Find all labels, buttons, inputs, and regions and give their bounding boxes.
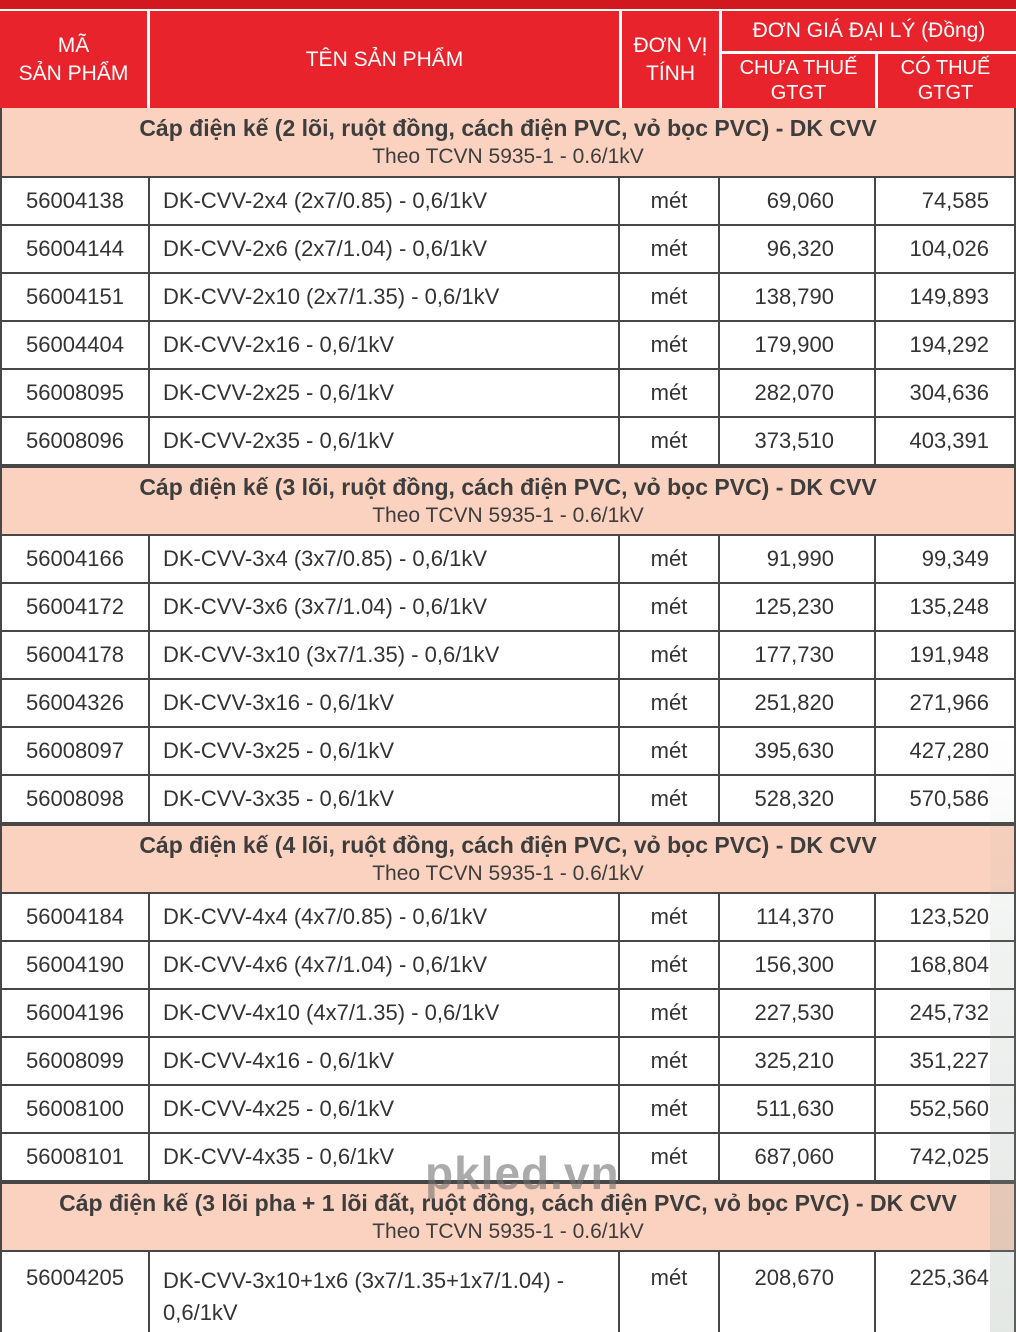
table-row — [2, 178, 1014, 226]
product-code-cell: 56004205 — [2, 1252, 150, 1332]
price-ex-vat-cell: 69,060 — [720, 178, 876, 224]
product-code-cell: 56008099 — [2, 1038, 150, 1084]
price-ex-vat-cell: 282,070 — [720, 370, 876, 416]
price-subcolumns — [722, 54, 1016, 108]
price-inc-vat-cell: 99,349 — [921, 546, 989, 571]
product-name-header-label: TÊN SẢN PHẨM — [305, 47, 464, 71]
price-ex-vat-cell: 395,630 — [720, 728, 876, 774]
unit-cell: mét — [620, 942, 720, 988]
product-code-cell: 56004138 — [2, 178, 150, 224]
table-row — [2, 274, 1014, 322]
product-code-cell: 56004144 — [2, 226, 150, 272]
price-inc-vat-cell: 245,732 — [909, 1000, 989, 1025]
price-inc-vat-cell: 403,391 — [909, 428, 989, 453]
unit-cell: mét — [620, 894, 720, 940]
table-top-edge — [0, 0, 1016, 11]
product-code-cell: 56008096 — [2, 418, 150, 464]
product-code-cell: 56008095 — [2, 370, 150, 416]
product-name-cell: DK-CVV-4x6 (4x7/1.04) - 0,6/1kV — [150, 942, 620, 988]
product-name-cell: DK-CVV-2x25 - 0,6/1kV — [150, 370, 620, 416]
unit-cell: mét — [620, 418, 720, 464]
unit-cell: mét — [620, 990, 720, 1036]
price-ex-vat-cell: 687,060 — [720, 1134, 876, 1180]
product-name-cell: DK-CVV-4x25 - 0,6/1kV — [150, 1086, 620, 1132]
table-row — [2, 728, 1014, 776]
product-code-cell: 56004166 — [2, 536, 150, 582]
table-row — [2, 632, 1014, 680]
product-name-cell: DK-CVV-3x25 - 0,6/1kV — [150, 728, 620, 774]
price-ex-vat-cell: 251,820 — [720, 680, 876, 726]
price-ex-vat-cell: 373,510 — [720, 418, 876, 464]
price-ex-vat-cell: 125,230 — [720, 584, 876, 630]
section-header-2-core — [2, 108, 1014, 178]
price-group-title — [722, 11, 1016, 54]
product-name-cell: DK-CVV-3x6 (3x7/1.04) - 0,6/1kV — [150, 584, 620, 630]
product-code-cell: 56004326 — [2, 680, 150, 726]
table-row — [2, 680, 1014, 728]
price-inc-vat-cell: 74,585 — [921, 188, 989, 213]
unit-cell: mét — [620, 776, 720, 822]
price-ex-vat-cell: 179,900 — [720, 322, 876, 368]
price-inc-vat-cell: 135,248 — [909, 594, 989, 619]
price-inc-vat-cell: 552,560 — [909, 1096, 989, 1121]
product-name-cell: DK-CVV-3x10+1x6 (3x7/1.35+1x7/1.04) - 0,6/1kV — [150, 1252, 620, 1332]
price-inc-vat-cell: 104,026 — [909, 236, 989, 261]
product-name-cell: DK-CVV-4x4 (4x7/0.85) - 0,6/1kV — [150, 894, 620, 940]
product-code-header-line2: SẢN PHẨM — [18, 61, 129, 85]
unit-cell: mét — [620, 536, 720, 582]
product-code-cell: 56004404 — [2, 322, 150, 368]
price-ex-vat-cell: 156,300 — [720, 942, 876, 988]
product-name-cell: DK-CVV-3x35 - 0,6/1kV — [150, 776, 620, 822]
price-ex-vat-cell: 138,790 — [720, 274, 876, 320]
column-header-price-ex-vat — [722, 54, 878, 108]
table-row — [2, 584, 1014, 632]
table-row — [2, 536, 1014, 584]
product-code-cell: 56004184 — [2, 894, 150, 940]
column-header-price-group — [722, 11, 1016, 108]
product-name-cell: DK-CVV-3x4 (3x7/0.85) - 0,6/1kV — [150, 536, 620, 582]
table-header — [0, 11, 1016, 108]
price-inc-vat-line1: CÓ THUẾ — [900, 57, 991, 79]
unit-cell: mét — [620, 322, 720, 368]
product-name-cell: DK-CVV-2x35 - 0,6/1kV — [150, 418, 620, 464]
price-ex-vat-cell: 208,670 — [720, 1252, 876, 1332]
price-ex-vat-cell: 177,730 — [720, 632, 876, 678]
price-inc-vat-cell: 570,586 — [909, 786, 989, 811]
section-subtitle: Theo TCVN 5935-1 - 0.6/1kV — [372, 144, 644, 168]
unit-header-line2: TÍNH — [646, 61, 695, 85]
table-row — [2, 1086, 1014, 1134]
product-name-cell: DK-CVV-3x10 (3x7/1.35) - 0,6/1kV — [150, 632, 620, 678]
unit-cell: mét — [620, 1086, 720, 1132]
table-row — [2, 226, 1014, 274]
section-title: Cáp điện kế (3 lõi pha + 1 lõi đất, ruột đồng, cách điện PVC, vỏ bọc PVC) - DK CVV — [59, 1189, 957, 1216]
section-title: Cáp điện kế (3 lõi, ruột đồng, cách điện PVC, vỏ bọc PVC) - DK CVV — [139, 473, 877, 500]
product-code-cell: 56004196 — [2, 990, 150, 1036]
unit-cell: mét — [620, 1134, 720, 1180]
product-name-cell: DK-CVV-2x10 (2x7/1.35) - 0,6/1kV — [150, 274, 620, 320]
product-name-cell: DK-CVV-4x10 (4x7/1.35) - 0,6/1kV — [150, 990, 620, 1036]
column-header-unit — [622, 11, 722, 108]
product-code-cell: 56008101 — [2, 1134, 150, 1180]
unit-cell: mét — [620, 584, 720, 630]
table-row — [2, 418, 1014, 466]
product-name-cell: DK-CVV-4x16 - 0,6/1kV — [150, 1038, 620, 1084]
unit-cell: mét — [620, 274, 720, 320]
price-group-label: ĐƠN GIÁ ĐẠI LÝ (Đồng) — [752, 19, 986, 42]
table-row — [2, 1252, 1014, 1332]
table-row — [2, 942, 1014, 990]
column-header-product-name — [150, 11, 622, 108]
product-name-cell: DK-CVV-2x6 (2x7/1.04) - 0,6/1kV — [150, 226, 620, 272]
column-header-price-inc-vat — [878, 54, 1013, 108]
price-inc-vat-cell: 271,966 — [909, 690, 989, 715]
product-code-cell: 56008097 — [2, 728, 150, 774]
product-code-cell: 56004172 — [2, 584, 150, 630]
price-inc-vat-cell: 123,520 — [909, 904, 989, 929]
unit-cell: mét — [620, 370, 720, 416]
unit-cell: mét — [620, 1252, 720, 1332]
section-header-3-core — [2, 466, 1014, 536]
section-title: Cáp điện kế (4 lõi, ruột đồng, cách điện PVC, vỏ bọc PVC) - DK CVV — [139, 831, 877, 858]
unit-header-line1: ĐƠN VỊ — [633, 34, 708, 58]
table-row — [2, 1038, 1014, 1086]
product-name-cell: DK-CVV-3x16 - 0,6/1kV — [150, 680, 620, 726]
price-inc-vat-cell: 427,280 — [909, 738, 989, 763]
price-ex-vat-cell: 96,320 — [720, 226, 876, 272]
table-row — [2, 776, 1014, 824]
section-title: Cáp điện kế (2 lõi, ruột đồng, cách điện PVC, vỏ bọc PVC) - DK CVV — [139, 114, 877, 141]
price-ex-vat-cell: 114,370 — [720, 894, 876, 940]
price-inc-vat-cell: 168,804 — [909, 952, 989, 977]
price-inc-vat-cell: 225,364 — [909, 1265, 989, 1290]
price-ex-vat-cell: 528,320 — [720, 776, 876, 822]
product-code-cell: 56008100 — [2, 1086, 150, 1132]
section-subtitle: Theo TCVN 5935-1 - 0.6/1kV — [372, 861, 644, 885]
product-name-cell: DK-CVV-2x16 - 0,6/1kV — [150, 322, 620, 368]
unit-cell: mét — [620, 728, 720, 774]
price-inc-vat-cell: 149,893 — [909, 284, 989, 309]
unit-cell: mét — [620, 632, 720, 678]
product-code-cell: 56004178 — [2, 632, 150, 678]
table-row — [2, 990, 1014, 1038]
table-row — [2, 894, 1014, 942]
product-code-cell: 56008098 — [2, 776, 150, 822]
price-ex-vat-cell: 227,530 — [720, 990, 876, 1036]
price-inc-vat-line2: GTGT — [917, 82, 974, 104]
unit-cell: mét — [620, 226, 720, 272]
table-row — [2, 370, 1014, 418]
section-header-3-plus-1-core — [2, 1182, 1014, 1252]
watermark-text: pkled.vn — [425, 1147, 620, 1199]
table-row — [2, 1134, 1014, 1182]
product-name-cell: DK-CVV-2x4 (2x7/0.85) - 0,6/1kV — [150, 178, 620, 224]
price-ex-vat-cell: 91,990 — [720, 536, 876, 582]
price-ex-vat-line2: GTGT — [770, 82, 827, 104]
unit-cell: mét — [620, 680, 720, 726]
section-subtitle: Theo TCVN 5935-1 - 0.6/1kV — [372, 503, 644, 527]
section-subtitle: Theo TCVN 5935-1 - 0.6/1kV — [372, 1219, 644, 1243]
price-inc-vat-cell: 194,292 — [909, 332, 989, 357]
table-row — [2, 322, 1014, 370]
unit-cell: mét — [620, 178, 720, 224]
unit-cell: mét — [620, 1038, 720, 1084]
price-inc-vat-cell: 304,636 — [909, 380, 989, 405]
price-inc-vat-cell: 351,227 — [909, 1048, 989, 1073]
price-ex-vat-cell: 511,630 — [720, 1086, 876, 1132]
price-ex-vat-cell: 325,210 — [720, 1038, 876, 1084]
product-name-cell: DK-CVV-4x35 - 0,6/1kV — [150, 1134, 620, 1180]
table-body — [0, 108, 1016, 1332]
column-header-product-code — [0, 11, 150, 108]
product-code-cell: 56004190 — [2, 942, 150, 988]
price-inc-vat-cell: 742,025 — [909, 1144, 989, 1169]
price-ex-vat-line1: CHƯA THUẾ — [739, 57, 858, 79]
section-header-4-core — [2, 824, 1014, 894]
product-code-cell: 56004151 — [2, 274, 150, 320]
price-inc-vat-cell: 191,948 — [909, 642, 989, 667]
product-code-header-line1: MÃ — [57, 34, 90, 58]
